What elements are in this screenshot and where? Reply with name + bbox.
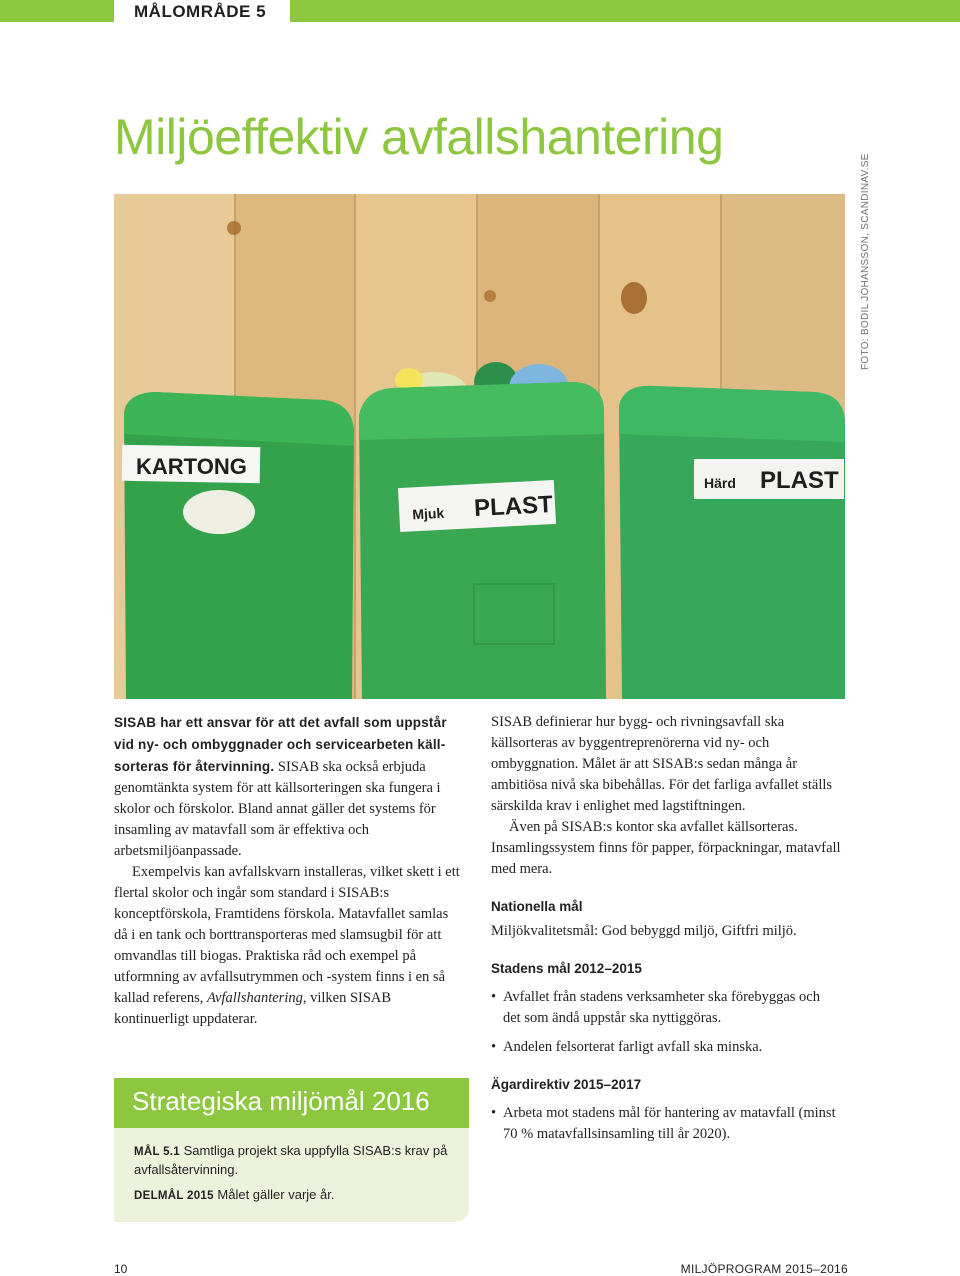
page-title: Miljöeffektiv avfallshantering xyxy=(114,109,724,165)
bin-label-plast-soft: PLAST xyxy=(473,491,554,523)
goal-box-header xyxy=(114,1078,469,1128)
subgoal-description: Målet gäller varje år. xyxy=(217,1187,335,1202)
kvarn-text-a: Exempelvis kan avfallskvarn installeras, vilket skett i ett flertal skolor och ingår som standard i SISAB:s konceptförskola, Framtidens förskola. Matavfallet samlas då i en tank och borttransporteras med slamsugbil för att omvandlas till biogas. Praktiska råd och exempel på utformning av avfallsutrymmen och -system finns i en så kallad referens, xyxy=(114,864,460,1006)
city-goal-bullet: • Andelen felsorterat farligt avfall ska minska. xyxy=(491,1037,841,1058)
construction-waste-paragraph: SISAB definierar hur bygg- och rivningsavfall ska källsorteras av byggentreprenörerna vid ny- och ombyggnation. Målet är att SISAB:s sedan många år ambitiösa nivå ska bibehållas. För det farliga avfallet ställs särskilda krav i enlighet med lagstiftningen. xyxy=(491,714,833,814)
national-goals-heading: Nationella mål xyxy=(491,899,583,914)
kvarn-paragraph xyxy=(114,862,464,1030)
page-number: 10 xyxy=(114,1262,128,1276)
photo-credit xyxy=(848,153,871,370)
header-green-bar-left xyxy=(0,0,114,22)
owner-directive-bullet: • Arbeta mot stadens mål för hantering av matavfall (minst 70 % matavfallsinsamling till år 2020). xyxy=(491,1103,841,1145)
subgoal-2015 xyxy=(134,1186,454,1205)
section-label: MÅLOMRÅDE 5 xyxy=(134,2,267,21)
footer-document-title: MILJÖPROGRAM 2015–2016 xyxy=(680,1262,848,1276)
intro-paragraph xyxy=(114,712,464,862)
goal-label: MÅL 5.1 xyxy=(134,1146,180,1158)
photo-credit-text: FOTO: BODIL JOHANSSON, SCANDINAV.SE xyxy=(860,153,871,370)
kvarn-text-b: , vilken SISAB kontinuerligt uppdaterar. xyxy=(114,990,392,1027)
office-paragraph: Även på SISAB:s kontor ska avfallet källsorteras. Insamlingssystem finns för papper, förpackningar, matavfall med mera. xyxy=(491,819,841,877)
strategic-goals-box xyxy=(114,1078,469,1222)
section-header-band xyxy=(0,0,960,22)
national-goals-text: Miljökvalitetsmål: God bebyggd miljö, Giftfri miljö. xyxy=(491,923,797,939)
right-text-column xyxy=(491,712,841,1145)
goal-box-title: Strategiska miljömål 2016 xyxy=(132,1086,430,1116)
bin-label-hard: Härd xyxy=(704,475,736,491)
city-goal-bullet: • Avfallet från stadens verksamheter ska förebyggas och det som ändå uppstår ska nyttiggöras. xyxy=(491,987,841,1029)
owner-directive-heading: Ägardirektiv 2015–2017 xyxy=(491,1077,642,1092)
lead-text: SISAB har ett ansvar för att det avfall som uppstår vid ny- och ombyggnader och servicearbeten källsorteras för återvinning. xyxy=(114,715,447,774)
goal-description: Samtliga projekt ska uppfylla SISAB:s krav på avfallsåtervinning. xyxy=(134,1143,448,1177)
left-text-column xyxy=(114,712,464,1030)
city-goals-heading: Stadens mål 2012–2015 xyxy=(491,961,642,976)
intro-rest: SISAB ska också erbjuda genomtänkta system för att källsorteringen ska fungera i skolor och förskolor. Bland annat gäller det systems för insamling av matavfall som är effektiva och arbetsmiljöanpassade. xyxy=(114,759,441,859)
bin-label-kartong: KARTONG xyxy=(136,454,247,479)
header-green-bar-right xyxy=(290,0,960,22)
subgoal-label: DELMÅL 2015 xyxy=(134,1190,214,1202)
reference-title: Avfallshantering xyxy=(207,990,303,1006)
recycling-bins-photo xyxy=(114,194,845,699)
bin-label-plast-hard: PLAST xyxy=(760,467,839,494)
goal-5-1 xyxy=(134,1142,454,1179)
bin-label-mjuk: Mjuk xyxy=(411,504,445,523)
